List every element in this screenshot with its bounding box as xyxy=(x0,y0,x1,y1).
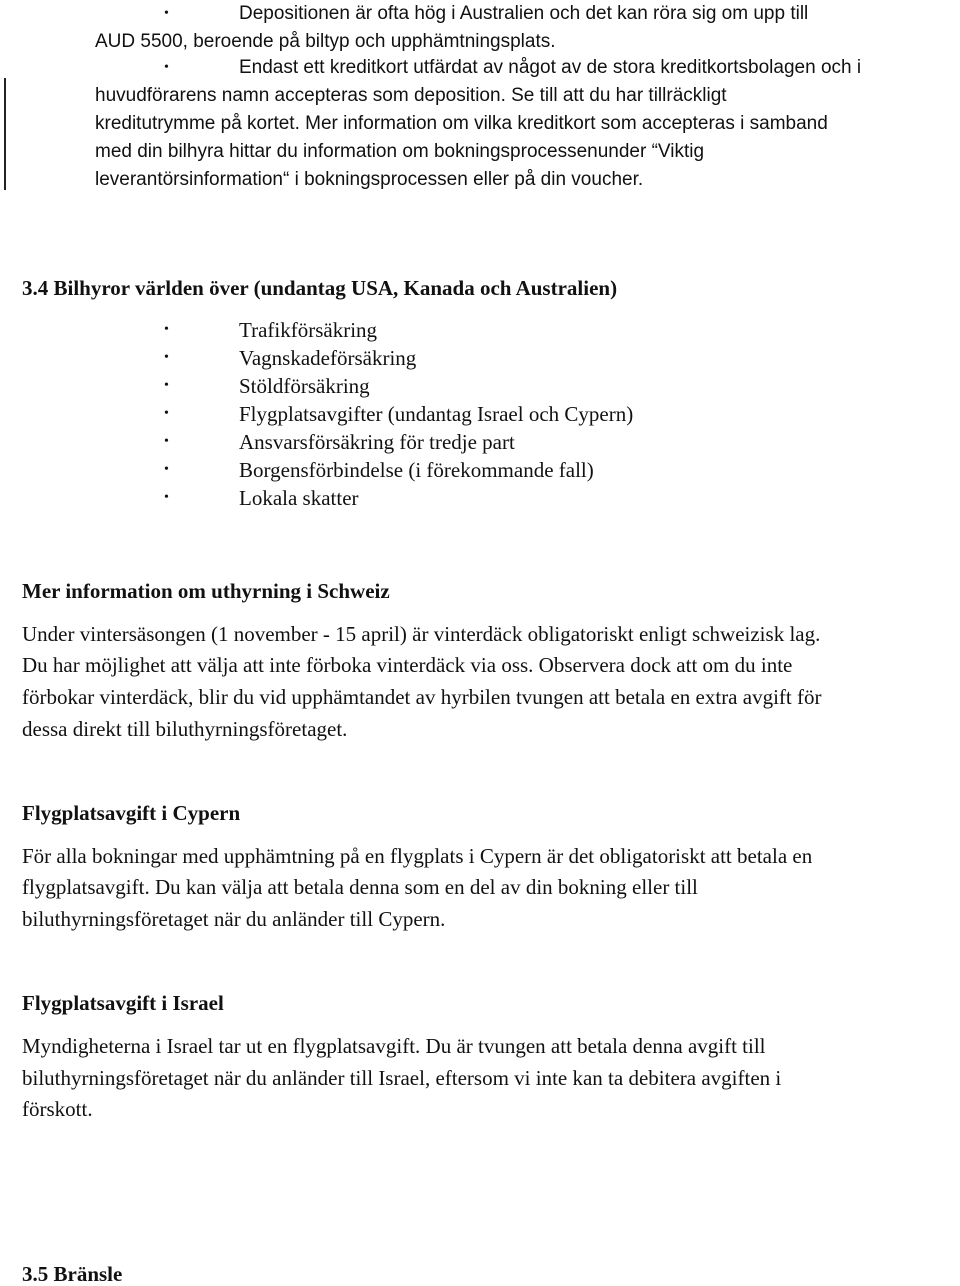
paragraph-line: förbokar vinterdäck, blir du vid upphämtandet av hyrbilen tvungen att betala en extra avgift för xyxy=(22,685,822,709)
bullet-marker: • xyxy=(164,406,169,421)
paragraph-line: dessa direkt till biluthyrningsföretaget. xyxy=(22,717,348,741)
paragraph-line: flygplatsavgift. Du kan välja att betala denna som en del av din bokning eller till xyxy=(22,875,698,899)
bullet-marker: • xyxy=(164,60,169,75)
section-heading: Flygplatsavgift i Cypern xyxy=(22,801,241,825)
bullet-marker: • xyxy=(164,434,169,449)
paragraph-line: biluthyrningsföretaget när du anländer till Cypern. xyxy=(22,907,446,931)
bullet-marker: • xyxy=(164,350,169,365)
creditcard-text-line: huvudförarens namn accepteras som deposition. Se till att du har tillräckligt xyxy=(95,85,727,106)
section-heading: 3.4 Bilhyror världen över (undantag USA, Kanada och Australien) xyxy=(22,276,618,300)
list-item: Trafikförsäkring xyxy=(239,318,378,342)
list-item: Borgensförbindelse (i förekommande fall) xyxy=(239,458,594,482)
bullet-marker: • xyxy=(164,322,169,337)
deposit-text-line: AUD 5500, beroende på biltyp och upphämtningsplats. xyxy=(95,31,556,52)
section-heading: Mer information om uthyrning i Schweiz xyxy=(22,579,390,603)
deposit-text-line: Depositionen är ofta hög i Australien och det kan röra sig om upp till xyxy=(239,3,809,24)
section-heading: Flygplatsavgift i Israel xyxy=(22,991,224,1015)
list-item: Stöldförsäkring xyxy=(239,374,370,398)
bullet-marker: • xyxy=(164,490,169,505)
paragraph-line: förskott. xyxy=(22,1097,93,1121)
creditcard-text-line: leverantörsinformation“ i bokningsprocessen eller på din voucher. xyxy=(95,169,644,190)
bullet-marker: • xyxy=(164,6,169,21)
paragraph-line: biluthyrningsföretaget när du anländer till Israel, eftersom vi inte kan ta debitera avgiften i xyxy=(22,1066,782,1090)
list-item: Lokala skatter xyxy=(239,486,359,510)
creditcard-text-line: med din bilhyra hittar du information om bokningsprocessenunder “Viktig xyxy=(95,141,705,162)
section-heading: 3.5 Bränsle xyxy=(22,1262,123,1286)
creditcard-text-line: Endast ett kreditkort utfärdat av något av de stora kreditkortsbolagen och i xyxy=(239,57,862,78)
paragraph-line: För alla bokningar med upphämtning på en flygplats i Cypern är det obligatoriskt att betala en xyxy=(22,844,813,868)
bullet-marker: • xyxy=(164,378,169,393)
paragraph-line: Myndigheterna i Israel tar ut en flygplatsavgift. Du är tvungen att betala denna avgift till xyxy=(22,1034,766,1058)
paragraph-line: Du har möjlighet att välja att inte förboka vinterdäck via oss. Observera dock att om du inte xyxy=(22,653,793,677)
list-item: Vagnskadeförsäkring xyxy=(239,346,417,370)
bullet-marker: • xyxy=(164,462,169,477)
list-item: Ansvarsförsäkring för tredje part xyxy=(239,430,515,454)
revision-bar xyxy=(4,78,6,190)
list-item: Flygplatsavgifter (undantag Israel och Cypern) xyxy=(239,402,634,426)
paragraph-line: Under vintersäsongen (1 november - 15 april) är vinterdäck obligatoriskt enligt schweizisk lag. xyxy=(22,622,821,646)
creditcard-text-line: kreditutrymme på kortet. Mer information om vilka kreditkort som accepteras i samband xyxy=(95,113,828,134)
